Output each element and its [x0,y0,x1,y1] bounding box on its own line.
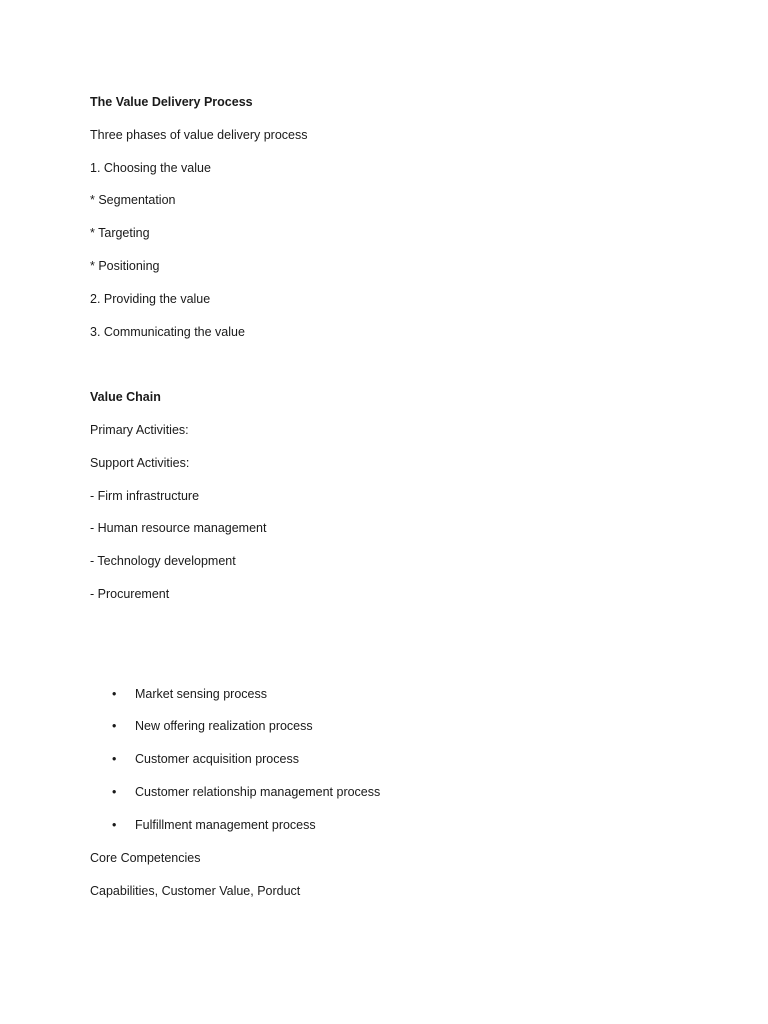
core-competencies-subtitle: Capabilities, Customer Value, Porduct [90,884,301,898]
support-activities-label: Support Activities: [90,456,190,470]
bullet-icon: • [112,785,117,799]
list-item-label: Market sensing process [135,687,268,701]
sub-item: * Targeting [90,226,150,240]
sub-item: * Segmentation [90,193,176,207]
bullet-icon: • [112,752,117,766]
phase-item: 3. Communicating the value [90,325,245,339]
primary-activities-label: Primary Activities: [90,423,189,437]
activity-item: - Human resource management [90,521,267,535]
activity-item: - Procurement [90,587,170,601]
section-heading-value-delivery: The Value Delivery Process [90,95,253,109]
intro-text: Three phases of value delivery process [90,128,308,142]
activity-item: - Firm infrastructure [90,489,200,503]
list-item-label: Fulfillment management process [135,818,316,832]
list-item-label: New offering realization process [135,719,313,733]
phase-item: 1. Choosing the value [90,161,211,175]
bullet-icon: • [112,818,117,832]
list-item-label: Customer acquisition process [135,752,299,766]
list-item-label: Customer relationship management process [135,785,381,799]
phase-item: 2. Providing the value [90,292,211,306]
sub-item: * Positioning [90,259,160,273]
bullet-icon: • [112,687,117,701]
bullet-icon: • [112,719,117,733]
section-heading-value-chain: Value Chain [90,390,161,404]
activity-item: - Technology development [90,554,236,568]
core-competencies-title: Core Competencies [90,851,201,865]
